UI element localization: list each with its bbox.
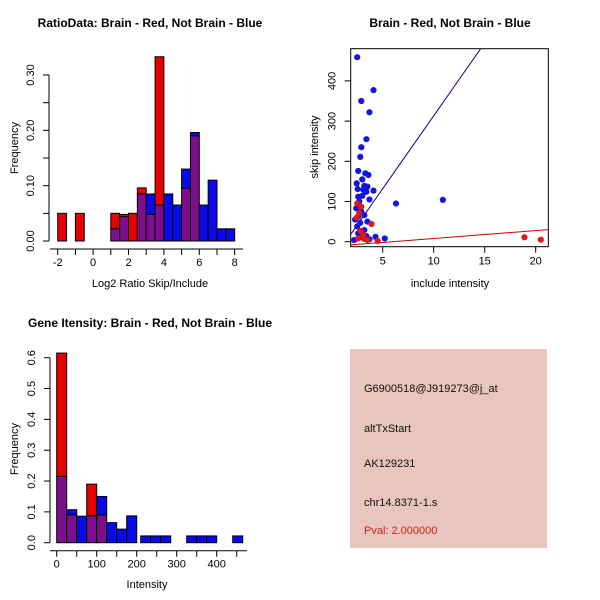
gene-histogram-title: Gene Itensity: Brain - Red, Not Brain - Blue	[27, 316, 273, 330]
ratio-histogram-bar-blue	[182, 169, 191, 188]
gene-histogram-bar-red	[87, 484, 97, 516]
location-text: chr14.8371-1.s	[364, 497, 438, 509]
intensity-scatter-point-blue	[365, 172, 371, 178]
intensity-scatter-red-fit-line	[351, 230, 548, 245]
intensity-scatter-point-red	[358, 204, 364, 210]
gene-info-panel	[350, 349, 547, 548]
ratio-histogram-bar-blue	[208, 180, 217, 241]
ratio-histogram-bar-red	[111, 213, 120, 228]
ratio-histogram-x-tick-label: 8	[231, 257, 238, 269]
intensity-scatter-title: Brain - Red, Not Brain - Blue	[369, 16, 531, 30]
gene-histogram-ylabel: Frequency	[9, 423, 21, 475]
ratio-histogram-bar-blue	[217, 229, 226, 241]
gene-histogram-bar-blue	[77, 516, 87, 543]
ratio-histogram-x-tick-label: -2	[52, 257, 63, 269]
gene-histogram-x-tick-label: 100	[87, 558, 106, 571]
pval-text: Pval: 2.000000	[364, 525, 438, 537]
intensity-scatter-point-red	[375, 238, 381, 244]
ratio-histogram-ylabel: Frequency	[9, 122, 21, 174]
intensity-scatter-point-blue	[393, 200, 399, 206]
ratio-histogram-bar-blue	[199, 205, 208, 241]
gene-histogram-x-tick-label: 400	[207, 558, 226, 571]
intensity-scatter-point-red	[354, 214, 360, 220]
gene-histogram-bar-blue	[207, 536, 217, 543]
intensity-scatter-point-blue	[363, 136, 369, 142]
intensity-scatter-x-tick-label: 15	[478, 255, 491, 268]
gene-histogram-bar-overlap	[87, 516, 97, 543]
intensity-scatter-point-blue	[359, 176, 365, 182]
intensity-scatter-point-blue	[358, 144, 364, 150]
ratio-histogram-bar-red	[129, 213, 138, 241]
gene-histogram-bar-overlap	[97, 515, 107, 543]
ratio-histogram-title: RatioData: Brain - Red, Not Brain - Blue	[37, 16, 263, 30]
intensity-scatter-point-blue	[366, 196, 372, 202]
intensity-scatter-point-blue	[355, 168, 361, 174]
ratio-histogram-bar-overlap	[190, 136, 199, 241]
ratio-histogram-bar-overlap	[146, 214, 155, 241]
intensity-scatter-x-tick-label: 10	[427, 255, 440, 268]
ratio-histogram-bar-overlap	[155, 205, 164, 241]
intensity-scatter-point-red	[361, 236, 367, 242]
intensity-scatter-point-blue	[370, 188, 376, 194]
ratio-histogram-y-tick-label: 0.30	[25, 64, 37, 86]
intensity-scatter-point-blue	[440, 197, 446, 203]
intensity-scatter-point-red	[538, 237, 544, 243]
gene-histogram-y-tick-label: 0.5	[26, 380, 38, 397]
gene-histogram-bar-red	[57, 353, 67, 476]
gene-histogram-y-tick-label: 0.0	[26, 535, 38, 551]
intensity-scatter-point-red	[355, 235, 361, 241]
ratio-histogram-bar-blue	[226, 229, 235, 241]
ratio-histogram-x-tick-label: 6	[196, 257, 203, 269]
gene-histogram-x-tick-label: 0	[53, 558, 60, 571]
gene-histogram-bar-blue	[107, 523, 117, 543]
intensity-scatter-point-blue	[358, 98, 364, 104]
ratio-histogram-x-tick-label: 2	[125, 257, 132, 269]
intensity-scatter-point-blue	[355, 186, 361, 192]
intensity-scatter-point-blue	[359, 193, 365, 199]
accession-text: AK129231	[364, 458, 416, 470]
intensity-scatter-blue-fit-line	[351, 49, 481, 235]
gene-histogram-bar-blue	[161, 536, 171, 543]
intensity-scatter-point-red	[368, 221, 374, 227]
ratio-histogram-y-tick-label: 0.20	[25, 119, 37, 142]
intensity-scatter-point-blue	[354, 54, 360, 60]
ratio-histogram-bar-overlap	[111, 229, 120, 241]
gene-histogram-bar-blue	[67, 510, 77, 515]
gene-histogram-bar-blue	[233, 536, 243, 543]
ratio-histogram-bar-red	[58, 213, 67, 241]
intensity-scatter-point-blue	[366, 109, 372, 115]
intensity-scatter-y-tick-label: 100	[326, 192, 339, 211]
ratio-histogram-x-tick-label: 4	[160, 257, 167, 269]
ratio-histogram-bar-overlap	[182, 188, 191, 241]
intensity-scatter-plot-box	[351, 49, 549, 247]
ratio-histogram-bar-red	[75, 213, 84, 241]
ratio-histogram-bar-overlap	[137, 194, 146, 241]
gene-histogram-y-tick-label: 0.6	[26, 350, 38, 366]
intensity-scatter-point-blue	[370, 87, 376, 93]
probe-id-text: G6900518@J919273@j_at	[364, 383, 498, 395]
ratio-histogram-y-tick-label: 0.00	[25, 230, 37, 252]
intensity-scatter-point-blue	[357, 154, 363, 160]
gene-histogram-y-tick-label: 0.3	[26, 442, 38, 458]
gene-histogram-xlabel: Intensity	[126, 579, 168, 591]
gene-histogram-bar-overlap	[67, 515, 77, 543]
intensity-scatter-xlabel: include intensity	[410, 278, 490, 290]
gene-histogram-y-tick-label: 0.2	[26, 473, 38, 489]
gene-histogram-bar-blue	[151, 536, 161, 543]
intensity-scatter-ylabel: skip intensity	[309, 115, 321, 179]
ratio-histogram-xlabel: Log2 Ratio Skip/Include	[91, 278, 209, 290]
gene-histogram-bar-blue	[187, 536, 197, 543]
gene-histogram-bar-blue	[97, 496, 107, 514]
ratio-histogram-y-tick-label: 0.10	[25, 174, 37, 197]
ratio-histogram-bar-blue	[173, 205, 182, 241]
gene-histogram-bar-blue	[141, 536, 151, 543]
gene-histogram-bar-blue	[117, 529, 127, 543]
ratio-histogram-x-tick-label: 0	[90, 257, 97, 269]
intensity-scatter-y-tick-label: 200	[326, 152, 339, 171]
intensity-scatter-y-tick-label: 300	[326, 111, 339, 131]
intensity-scatter-point-red	[521, 234, 527, 240]
ratio-histogram-bar-blue	[164, 194, 173, 241]
intensity-scatter-y-tick-label: 400	[326, 71, 339, 91]
gene-histogram-bar-overlap	[57, 476, 67, 542]
gene-histogram-y-tick-label: 0.1	[26, 504, 38, 520]
gene-histogram-x-tick-label: 200	[127, 558, 146, 571]
intensity-scatter-x-tick-label: 20	[529, 255, 542, 268]
gene-histogram-y-tick-label: 0.4	[26, 411, 38, 428]
gene-histogram-bar-blue	[127, 516, 137, 543]
gene-histogram-x-tick-label: 300	[167, 558, 186, 571]
intensity-scatter-point-blue	[354, 180, 360, 186]
gene-histogram-bar-blue	[197, 536, 207, 543]
ratio-histogram-bar-overlap	[120, 217, 129, 241]
event-type-text: altTxStart	[364, 423, 412, 435]
intensity-scatter-point-blue	[382, 235, 388, 241]
intensity-scatter-x-tick-label: 5	[379, 255, 386, 268]
ratio-histogram-bar-blue	[146, 194, 155, 214]
ratio-histogram-bar-red	[155, 57, 164, 205]
intensity-scatter-y-tick-label: 0	[326, 238, 339, 245]
ratio-histogram-bar-red	[137, 188, 146, 194]
